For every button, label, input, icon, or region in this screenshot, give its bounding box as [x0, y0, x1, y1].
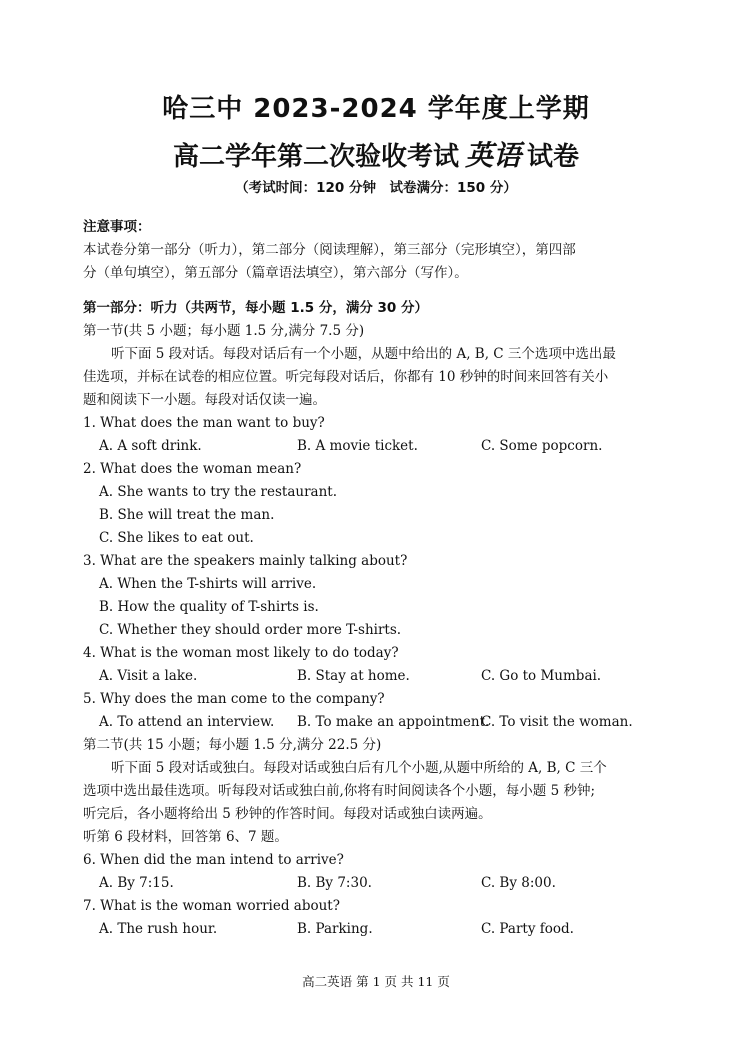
paper-label: 试卷 — [527, 142, 580, 172]
option-a: A. A soft drink. — [99, 438, 202, 454]
option-b: B. Parking. — [297, 921, 373, 937]
question-stem: 5. Why does the man come to the company? — [83, 691, 385, 707]
section2-instruction: 选项中选出最佳选项。听每段对话或独白前,你将有时间阅读各个小题，每小题 5 秒钟; — [83, 783, 596, 799]
option-c: C. She likes to eat out. — [99, 530, 254, 546]
option-b: B. How the quality of T-shirts is. — [99, 599, 319, 615]
question-options — [83, 435, 673, 458]
question-stem: 1. What does the man want to buy? — [83, 415, 325, 431]
section2-instruction: 听完后，各小题将给出 5 秒钟的作答时间。每段对话或独白读两遍。 — [83, 806, 492, 822]
question-stem: 7. What is the woman worried about? — [83, 898, 340, 914]
notice-line: 本试卷分第一部分（听力），第二部分（阅读理解），第三部分（完形填空），第四部 — [83, 242, 576, 258]
question-options — [83, 872, 673, 895]
question-stem: 4. What is the woman most likely to do today? — [83, 645, 399, 661]
option-a: A. When the T-shirts will arrive. — [99, 576, 317, 592]
page-footer: 高二英语 第 1 页 共 11 页 — [302, 974, 450, 989]
question-stem: 6. When did the man intend to arrive? — [83, 852, 344, 868]
option-c: C. Whether they should order more T-shirts. — [99, 622, 402, 638]
question-options — [83, 918, 673, 941]
option-a: A. The rush hour. — [99, 921, 218, 937]
section1-instruction: 佳选项，并标在试卷的相应位置。听完每段对话后，你都有 10 秒钟的时间来回答有关小 — [83, 369, 609, 385]
question-stem: 2. What does the woman mean? — [83, 461, 302, 477]
notice-line: 分（单句填空），第五部分（篇章语法填空），第六部分（写作）。 — [83, 265, 468, 281]
exam-time-score: （考试时间：120 分钟 试卷满分：150 分） — [235, 180, 517, 196]
material-note: 听第 6 段材料，回答第 6、7 题。 — [83, 829, 288, 845]
option-b: B. A movie ticket. — [297, 438, 418, 454]
option-b: B. She will treat the man. — [99, 507, 275, 523]
part1-heading: 第一部分：听力（共两节，每小题 1.5 分，满分 30 分） — [83, 300, 429, 316]
section1-heading: 第一节(共 5 小题；每小题 1.5 分,满分 7.5 分) — [83, 323, 365, 339]
exam-subtitle-line — [0, 134, 752, 174]
option-b: B. To make an appointment. — [297, 714, 490, 730]
exam-content — [83, 216, 673, 941]
question-options — [83, 711, 673, 734]
option-b: B. By 7:30. — [297, 875, 372, 891]
section1-instruction: 题和阅读下一小题。每段对话仅读一遍。 — [83, 392, 326, 408]
question-stem: 3. What are the speakers mainly talking about? — [83, 553, 408, 569]
option-c: C. Some popcorn. — [481, 438, 603, 454]
section2-heading: 第二节(共 15 小题；每小题 1.5 分,满分 22.5 分) — [83, 737, 382, 753]
option-b: B. Stay at home. — [297, 668, 410, 684]
section1-instruction: 听下面 5 段对话。每段对话后有一个小题，从题中给出的 A, B, C 三个选项中选出最 — [111, 346, 616, 362]
notice-heading: 注意事项： — [83, 219, 151, 235]
option-a: A. To attend an interview. — [99, 714, 275, 730]
question-options — [83, 665, 673, 688]
option-c: C. To visit the woman. — [481, 714, 633, 730]
option-c: C. Party food. — [481, 921, 574, 937]
option-a: A. By 7:15. — [99, 875, 174, 891]
exam-title: 哈三中 2023-2024 学年度上学期 — [162, 94, 590, 124]
exam-name: 高二学年第二次验收考试 — [172, 142, 459, 172]
option-a: A. Visit a lake. — [99, 668, 198, 684]
subject-name: 英语 — [464, 139, 521, 172]
option-c: C. By 8:00. — [481, 875, 556, 891]
option-a: A. She wants to try the restaurant. — [99, 484, 337, 500]
option-c: C. Go to Mumbai. — [481, 668, 602, 684]
section2-instruction: 听下面 5 段对话或独白。每段对话或独白后有几个小题,从题中所给的 A, B, C 三个 — [111, 760, 607, 776]
